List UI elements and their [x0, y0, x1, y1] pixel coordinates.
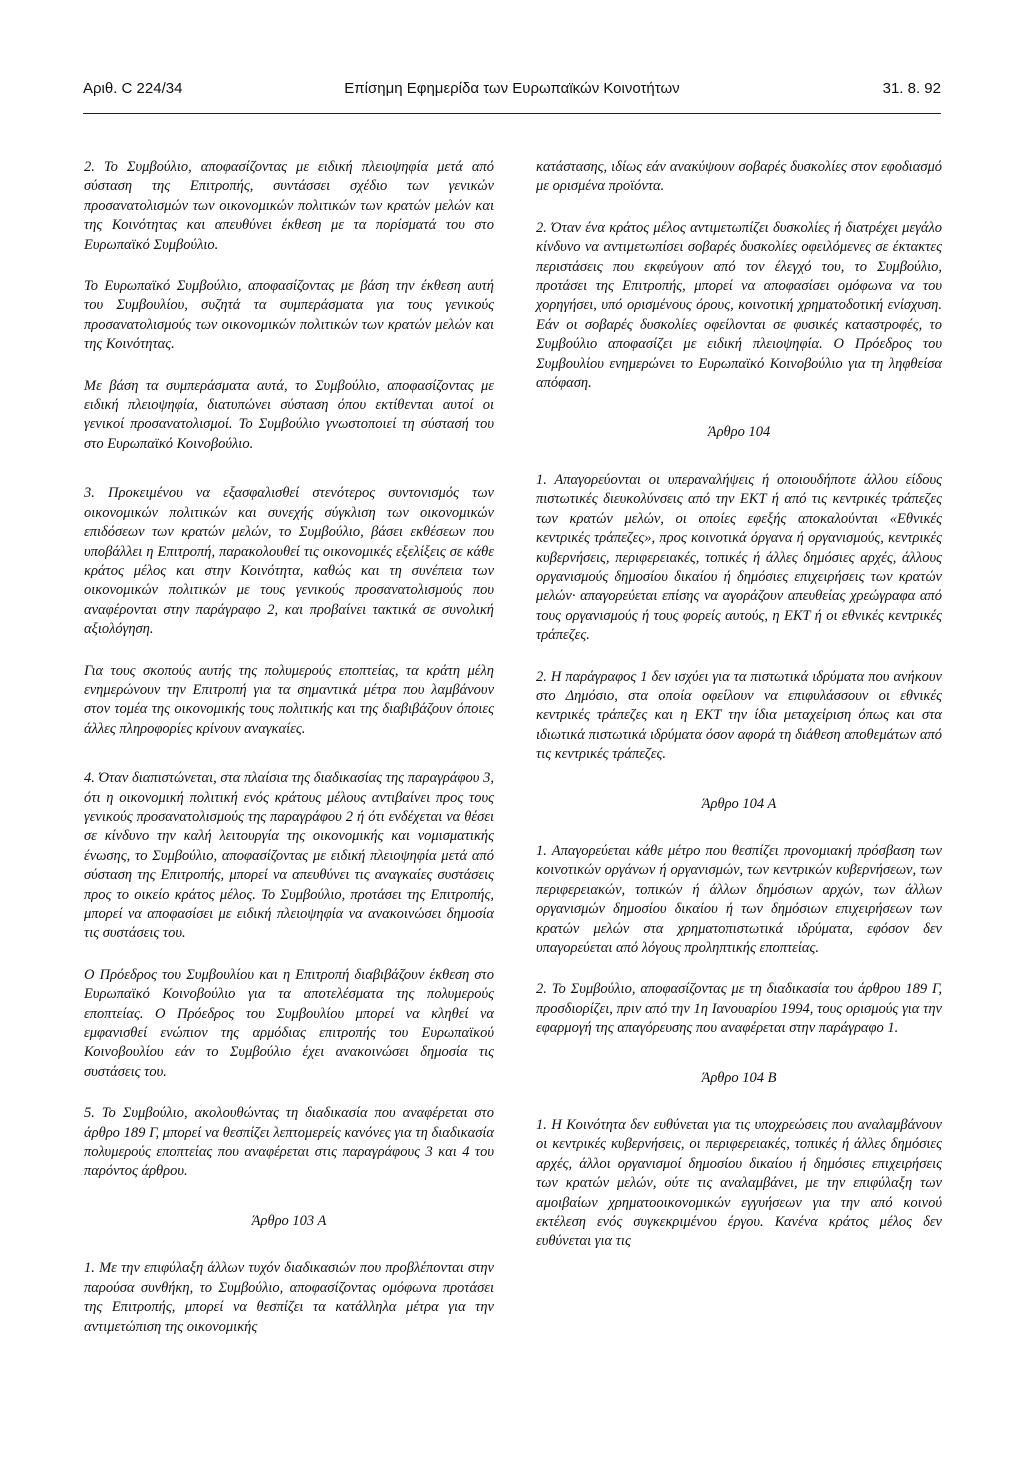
article-104a-heading: Άρθρο 104 Α: [701, 795, 777, 812]
left-column: [84, 158, 494, 1359]
paragraph-4: 4. Όταν διαπιστώνεται, στα πλαίσια της διαδικασίας της παραγράφου 3, ότι η οικονομική πολιτική ενός κράτους μέλους αντιβαίνει προς τους γενικούς προσανατολισμούς της παραγράφου 2 ή ότι ενδέχεται να θέσει σε κίνδυνο την καλή λειτουργία της οικονομικής και νομισματικής ένωσης, το Συμβούλιο, αποφασίζοντας με ειδική πλειοψηφία μετά από σύσταση της Επιτροπής, μπορεί να απευθύνει τις αναγκαίες συστάσεις προς το οικείο κράτος μέλος. Το Συμβούλιο, προτάσει της Επιτροπής, μπορεί να αποφασίσει με ειδική πλειοψηφία να ανακοινώσει δημοσία τις συστάσεις του.: [84, 770, 494, 942]
paragraph-2: 2. Το Συμβούλιο, αποφασίζοντας με ειδική πλειοψηφία μετά από σύσταση της Επιτροπής, συντάσσει σχέδιο των γενικών προσανατολισμών των οικονομικών πολιτικών των κρατών μελών και της Κοινότητας και απευθύνει έκθεση με τα πορίσματά του στο Ευρωπαϊκό Συμβούλιο.: [84, 159, 494, 253]
paragraph-2c: Με βάση τα συμπεράσματα αυτά, το Συμβούλιο, αποφασίζοντας με ειδική πλειοψηφία, διατυπώνει σύσταση όπου εκτίθενται αυτοί οι γενικοί προσανατολισμοί. Το Συμβούλιο γνωστοποιεί τη σύστασή του στο Ευρωπαϊκό Κοινοβούλιο.: [84, 377, 494, 452]
article-104-paragraph-2: 2. Η παράγραφος 1 δεν ισχύει για τα πιστωτικά ιδρύματα που ανήκουν στο Δημόσιο, στα οποία οφείλουν να επιφυλάσσουν οι εθνικές κεντρικές τράπεζες και η ΕΚΤ την ίδια μεταχείριση όπως και στα ιδιωτικά πιστωτικά ιδρύματα όσον αφορά τη διάθεση αποθεμάτων από τις κεντρικές τράπεζες.: [536, 668, 942, 763]
paragraph-3: 3. Προκειμένου να εξασφαλισθεί στενότερος συντονισμός των οικονομικών πολιτικών και συνεχής σύγκλιση των οικονομικών επιδόσεων των κρατών μελών, το Συμβούλιο, βάσει εκθέσεων που υποβάλλει η Επιτροπή, παρακολουθεί τις οικονομικές εξελίξεις σε κάθε κράτος μέλος και στην Κοινότητα, καθώς και τη συνέπεια των οικονομικών πολιτικών με τους γενικούς προσανατολισμούς που αναφέρονται στην παράγραφο 2, και προβαίνει τακτικά σε συνολική αξιολόγηση.: [84, 485, 494, 638]
issue-number: Αριθ. C 224/34: [83, 80, 183, 97]
right-column: [536, 158, 942, 1274]
header-rule: [83, 113, 941, 114]
paragraph-2b: Το Ευρωπαϊκό Συμβούλιο, αποφασίζοντας με βάση την έκθεση αυτή του Συμβουλίου, συζητά τα συμπεράσματα για τους γενικούς προσανατολισμούς των οικονομικών πολιτικών των κρατών μελών και της Κοινότητας.: [84, 278, 494, 353]
article-104a-paragraph-1: 1. Απαγορεύεται κάθε μέτρο που θεσπίζει προνομιακή πρόσβαση των κοινοτικών οργάνων ή οργανισμών, των κεντρικών κυβερνήσεων, των περιφερειακών, τοπικών ή άλλων δημόσιων αρχών, των άλλων οργανισμών δημοσίου δικαίου ή των δημόσιων επιχειρήσεων των κρατών μελών στα χρηματοπιστωτικά ιδρύματα, εφόσον δεν υπαγορεύεται από λόγους προληπτικής εποπτείας.: [536, 842, 942, 956]
continued-paragraph: κατάστασης, ιδίως εάν ανακύψουν σοβαρές δυσκολίες στον εφοδιασμό με ορισμένα προϊόντα.: [536, 159, 942, 195]
article-103a-paragraph-1: 1. Με την επιφύλαξη άλλων τυχόν διαδικασιών που προβλέπονται στην παρούσα συνθήκη, το Συμβούλιο, αποφασίζοντας ομόφωνα προτάσει της Επιτροπής, μπορεί να θεσπίζει τα κατάλληλα μέτρα για την αντιμετώπιση της οικονομικής: [84, 1260, 494, 1335]
paragraph-5: 5. Το Συμβούλιο, ακολουθώντας τη διαδικασία που αναφέρεται στο άρθρο 189 Γ, μπορεί να θεσπίζει λεπτομερείς κανόνες για τη διαδικασία πολυμερούς εποπτείας που αναφέρεται στις παραγράφους 3 και 4 του παρόντος άρθρου.: [84, 1105, 494, 1180]
article-104-paragraph-1: 1. Απαγορεύονται οι υπεραναλήψεις ή οποιουδήποτε άλλου είδους πιστωτικές διευκολύνσεις από την ΕΚΤ ή από τις κεντρικές τράπεζες των κρατών μελών, οι οποίες εφεξής αποκαλούνται «Εθνικές κεντρικές τράπεζες», προς κοινοτικά όργανα ή οργανισμούς, κεντρικές κυβερνήσεις, περιφερειακές, τοπικές ή άλλες δημόσιες αρχές, άλλους οργανισμούς δημοσίου δικαίου ή δημόσιες επιχειρήσεις των κρατών μελών· απαγορεύεται επίσης να αγοράζουν απευθείας χρεώγραφα από τους οργανισμούς ή τους φορείς αυτούς, η ΕΚΤ ή οι εθνικές κεντρικές τράπεζες.: [536, 471, 942, 644]
article-103a-paragraph-2: 2. Όταν ένα κράτος μέλος αντιμετωπίζει δυσκολίες ή διατρέχει μεγάλο κίνδυνο να αντιμετωπίσει σοβαρές δυσκολίες οφειλόμενες σε έκτακτες περιστάσεις που εκφεύγουν από τον έλεγχό του, το Συμβούλιο, προτάσει της Επιτροπής, μπορεί να αποφασίσει ομόφωνα να του χορηγήσει, υπό ορισμένους όρους, κοινοτική χρηματοδοτική ενίσχυση. Εάν οι σοβαρές δυσκολίες οφείλονται σε φυσικές καταστροφές, το Συμβούλιο αποφασίζει με ειδική πλειοψηφία. Ο Πρόεδρος του Συμβουλίου ενημερώνει το Ευρωπαϊκό Κοινοβούλιο για τη ληφθείσα απόφαση.: [536, 219, 942, 392]
paragraph-4b: Ο Πρόεδρος του Συμβουλίου και η Επιτροπή διαβιβάζουν έκθεση στο Ευρωπαϊκό Κοινοβούλιο για τα αποτελέσματα της πολυμερούς εποπτείας. Ο Πρόεδρος του Συμβουλίου μπορεί να κληθεί να εμφανισθεί ενώπιον της αρμόδιας επιτροπής του Ευρωπαϊκού Κοινοβουλίου εάν το Συμβούλιο έχει ανακοινώσει δημοσία τις συστάσεις του.: [84, 966, 494, 1080]
article-103a-heading: Άρθρο 103 Α: [251, 1212, 327, 1229]
article-104b-heading: Άρθρο 104 Β: [701, 1069, 777, 1086]
article-104-heading: Άρθρο 104: [707, 424, 771, 441]
article-104b-paragraph-1: 1. Η Κοινότητα δεν ευθύνεται για τις υποχρεώσεις που αναλαμβάνουν οι κεντρικές κυβερνήσεις, οι περιφερειακές, τοπικές ή άλλες δημόσιες αρχές, άλλοι οργανισμοί δημοσίου δικαίου ή δημόσιες επιχειρήσεις των κρατών μελών, ούτε τις αναλαμβάνει, με την επιφύλαξη των αμοιβαίων χρηματοοικονομικών εγγυήσεων για την από κοινού εκτέλεση ενός συγκεκριμένου έργου. Κανένα κράτος μέλος δεν ευθύνεται για τις: [536, 1117, 942, 1250]
journal-title: Επίσημη Εφημερίδα των Ευρωπαϊκών Κοινοτήτων: [344, 80, 680, 97]
article-104a-paragraph-2: 2. Το Συμβούλιο, αποφασίζοντας με τη διαδικασία του άρθρου 189 Γ, προσδιορίζει, πριν από την 1η Ιανουαρίου 1994, τους ορισμούς για την εφαρμογή της απαγόρευσης που αναφέρεται στην παράγραφο 1.: [536, 981, 942, 1037]
page-header: [83, 74, 941, 100]
issue-date: 31. 8. 92: [882, 80, 941, 97]
paragraph-3b: Για τους σκοπούς αυτής της πολυμερούς εποπτείας, τα κράτη μέλη ενημερώνουν την Επιτροπή για τα σημαντικά μέτρα που λαμβάνουν στον τομέα της οικονομικής τους πολιτικής και της διαβιβάζουν όποιες άλλες πληροφορίες κρίνουν αναγκαίες.: [84, 662, 494, 737]
